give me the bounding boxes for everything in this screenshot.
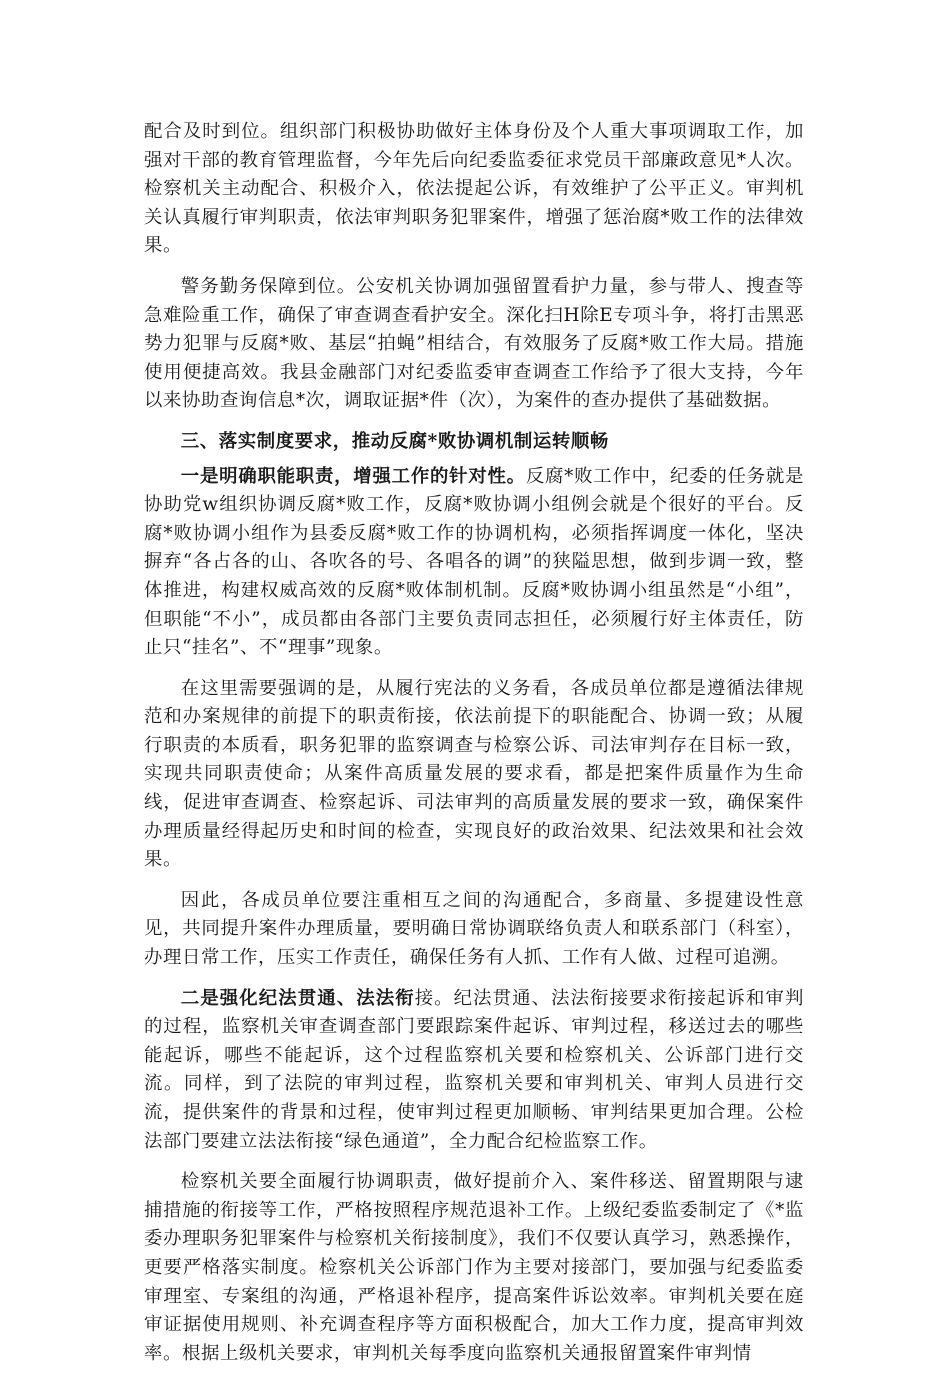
paragraph-cooperation: 因此，各成员单位要注重相互之间的沟通配合，多商量、多提建设性意见，共同提升案件办理质量，要明确日常协调联络负责人和联系部门（科室），办理日常工作，压实工作责任，确保任务有人抓、工作有人做、过程可追溯。	[144, 889, 804, 969]
paragraph-continuation: 配合及时到位。组织部门积极协助做好主体身份及个人重大事项调取工作，加强对干部的教育管理监督，今年先后向纪委监委征求党员干部廉政意见*人次。检察机关主动配合、积极介入，依法提起公诉，有效维护了公平正义。审判机关认真履行审判职责，依法审判职务犯罪案件，增强了惩治腐*败工作的法律效果。	[144, 121, 804, 257]
paragraph-procuratorate: 检察机关要全面履行协调职责，做好提前介入、案件移送、留置期限与逮捕措施的衔接等工作，严格按照程序规范退补工作。上级纪委监委制定了《*监委办理职务犯罪案件与检察机关衔接制度》，我们不仅要认真学习，熟悉操作，更要严格落实制度。检察机关公诉部门作为主要对接部门，要加强与纪委监委审理室、专案组的沟通，严格退补程序，提高案件诉讼效率。审判机关要在庭审证据使用规则、补充调查程序等方面积极配合，加大工作力度，提高审判效率。根据上级机关要求，审判机关每季度向监察机关通报留置案件审判情	[144, 1171, 804, 1364]
paragraph-body-1: 反腐*败工作中，纪委的任务就是协助党w组织协调反腐*败工作，反腐*败协调小组例会就是个很好的平台。反腐*败协调小组作为县委反腐*败工作的协调机构，必须指挥调度一体化，坚决摒弃“各占各的山、各吹各的号、各唱各的调”的狭隘思想，做到步调一致，整体推进，构建权威高效的反腐*败体制机制。反腐*败协调小组虽然是“小组”，但职能“不小”，成员都由各部门主要负责同志担任，必须履行好主体责任，防止只“挂名”、不“理事”现象。	[144, 465, 804, 659]
paragraph-law-connection	[144, 985, 804, 1157]
paragraph-clarify-duties	[144, 463, 804, 663]
paragraph-body-2: 接。纪法贯通、法法衔接要求衔接起诉和审判的过程，监察机关审查调查部门要跟踪案件起诉、审判过程，移送过去的哪些能起诉，哪些不能起诉，这个过程监察机关要和检察机关、公诉部门进行交流。同样，到了法院的审判过程，监察机关要和审判机关、审判人员进行交流，提供案件的背景和过程，使审判过程更加顺畅、审判结果更加合理。公检法部门要建立法法衔接“绿色通道”，全力配合纪检监察工作。	[144, 987, 804, 1152]
paragraph-security-support: 警务勤务保障到位。公安机关协调加强留置看护力量，参与带人、搜查等急难险重工作，确保了审查调查看护安全。深化扫H除E专项斗争，将打击黑恶势力犯罪与反腐*败、基层“拍蝇”相结合，有效服务了反腐*败工作大局。措施使用便捷高效。我县金融部门对纪委监委审查调查工作给予了很大支持，今年以来协助查询信息*次，调取证据*件（次），为案件的查办提供了基础数据。	[144, 275, 804, 412]
paragraph-lead-1: 一是明确职能职责，增强工作的针对性。	[180, 465, 526, 487]
paragraph-lead-2: 二是强化纪法贯通、法法衔	[180, 987, 415, 1009]
paragraph-emphasis: 在这里需要强调的是，从履行宪法的义务看，各成员单位都是遵循法律规范和办案规律的前提下的职责衔接，依法前提下的职能配合、协调一致；从履行职责的本质看，职务犯罪的监察调查与检察公诉、司法审判存在目标一致，实现共同职责使命；从案件高质量发展的要求看，都是把案件质量作为生命线，促进审查调查、检察起诉、司法审判的高质量发展的要求一致，确保案件办理质量经得起历史和时间的检查，实现良好的政治效果、纪法效果和社会效果。	[144, 677, 804, 871]
section-heading-3: 三、落实制度要求，推动反腐*败协调机制运转顺畅	[180, 430, 609, 452]
document-body	[144, 118, 804, 1380]
